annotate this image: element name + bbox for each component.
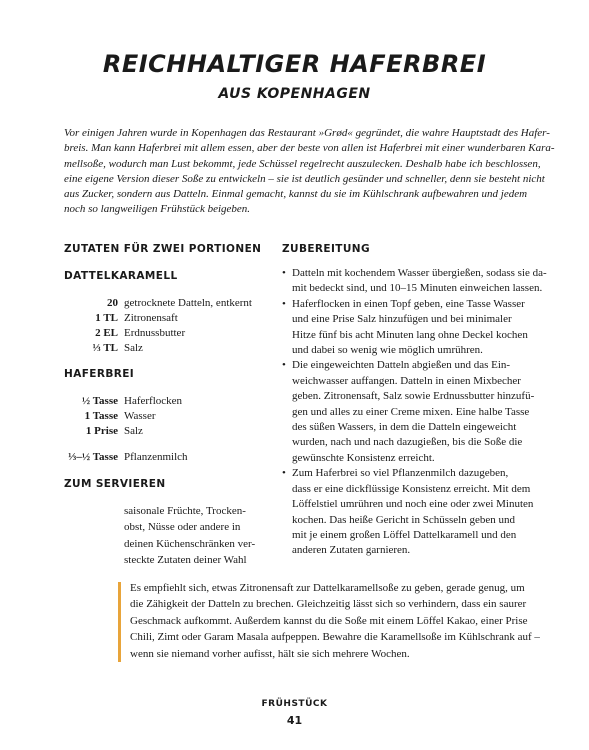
ingredient-amount: ½ Tasse	[81, 395, 118, 407]
serving-suggestion	[124, 503, 274, 569]
intro-line: mellsoße, wodurch man Lust bekommt, jede Schüssel regelrecht auszulecken. Deshalb habe ich beschlossen,	[64, 157, 541, 170]
step-line: dass er eine dickflüssige Konsistenz erreicht. Mit dem	[292, 482, 531, 495]
step-line: und dabei so wenig wie möglich umrühren.	[292, 344, 483, 357]
tip-paragraph	[130, 580, 550, 662]
preparation-step	[282, 297, 552, 359]
ingredient-row	[64, 326, 294, 340]
ingredient-name: Salz	[124, 342, 143, 354]
serving-line: deinen Küchenschränken ver-	[124, 537, 256, 550]
tip-line: wenn sie niemand vorher aufisst, hält sie sich mehrere Wochen.	[130, 647, 410, 660]
ingredient-amount: 1 Prise	[85, 425, 118, 437]
haferbrei-heading: HAFERBREI	[64, 368, 135, 380]
preparation-step	[282, 266, 552, 297]
step-line: wurden, nach und nach dazugießen, bis die Soße die	[292, 436, 523, 449]
step-line: Zum Haferbrei so viel Pflanzenmilch dazugeben,	[292, 467, 509, 480]
step-line: und eine Prise Salz hinzufügen und bei minimaler	[292, 313, 512, 326]
ingredient-row	[64, 394, 294, 408]
ingredient-amount: 1 TL	[95, 312, 118, 324]
step-line: kochen. Das heiße Gericht in Schüsseln geben und	[292, 513, 515, 526]
servieren-heading: ZUM SERVIEREN	[64, 478, 166, 490]
ingredient-name: Salz	[124, 425, 143, 437]
ingredient-amount: ⅓–½ Tasse	[68, 451, 118, 463]
serving-line: steckte Zutaten deiner Wahl	[124, 554, 247, 567]
ingredient-row	[64, 341, 294, 355]
serving-line: obst, Nüsse oder andere in	[124, 521, 241, 534]
ingredient-name: Pflanzenmilch	[124, 451, 188, 463]
ingredient-name: getrocknete Datteln, entkernt	[124, 297, 252, 309]
step-line: gen und alles zu einer Creme mixen. Eine halbe Tasse	[292, 405, 530, 418]
ingredients-heading: ZUTATEN FÜR ZWEI PORTIONEN	[64, 243, 262, 255]
bullet-icon: •	[282, 467, 286, 480]
step-line: anderen Zutaten garnieren.	[292, 544, 411, 557]
dattelkaramell-heading: DATTELKARAMELL	[64, 270, 178, 282]
intro-line: eine eigene Version dieser Soße zu entwickeln – sie ist deutlich gesünder und schneller, denn sie besteht nicht	[64, 172, 545, 185]
ingredient-name: Haferflocken	[124, 395, 183, 407]
step-line: des süßen Wassers, in dem die Datteln eingeweicht	[292, 421, 517, 434]
step-line: Datteln mit kochendem Wasser übergießen, sodass sie da-	[292, 267, 547, 279]
step-line: Hitze fünf bis acht Minuten lang ohne Deckel kochen	[292, 328, 528, 341]
ingredient-amount: 20	[107, 297, 118, 309]
step-line: gewünschte Konsistenz erreicht.	[292, 451, 435, 464]
recipe-subtitle: AUS KOPENHAGEN	[218, 86, 371, 102]
step-line: mit je einem großen Löffel Dattelkaramell und den	[292, 528, 517, 541]
step-line: mit bedeckt sind, und 10–15 Minuten einweichen lassen.	[292, 282, 543, 295]
intro-paragraph	[64, 126, 555, 218]
preparation-steps	[282, 266, 552, 559]
preparation-heading: ZUBEREITUNG	[282, 243, 370, 255]
tip-line: die Zähigkeit der Datteln zu brechen. Gleichzeitig lässt sich so verhindern, dass ein saurer	[130, 598, 527, 611]
intro-line: aus Zucker, sondern aus Datteln. Einmal gemacht, kannst du sie im Kühlschrank aufbewahren und jedem	[64, 188, 528, 201]
ingredient-name: Erdnussbutter	[124, 327, 186, 339]
serving-line: saisonale Früchte, Trocken-	[124, 505, 246, 517]
step-line: weichwasser auffangen. Datteln in einen Mixbecher	[292, 374, 521, 387]
tip-line: Chili, Zimt oder Garam Masala aufpeppen. Bewahre die Karamellsoße im Kühlschrank auf –	[130, 631, 540, 644]
ingredient-amount: 2 EL	[95, 327, 118, 339]
ingredient-name: Wasser	[124, 410, 156, 422]
tip-line: Es empfiehlt sich, etwas Zitronensaft zur Dattelkaramellsoße zu geben, gerade genug, um	[130, 582, 525, 594]
ingredient-row	[64, 311, 294, 325]
step-line: Die eingeweichten Datteln abgießen und das Ein-	[292, 359, 511, 372]
tip-accent-bar	[118, 582, 121, 662]
recipe-title: REICHHALTIGER HAFERBREI	[102, 50, 487, 78]
ingredient-amount: 1 Tasse	[84, 410, 118, 422]
intro-line: Vor einigen Jahren wurde in Kopenhagen das Restaurant »Grød« gegründet, die wahre Hauptstadt des Hafer-	[64, 127, 550, 139]
ingredient-row	[64, 450, 294, 464]
ingredient-row	[64, 424, 294, 438]
step-line: Haferflocken in einen Topf geben, eine Tasse Wasser	[292, 297, 525, 310]
ingredient-name: Zitronensaft	[124, 312, 178, 324]
ingredient-amount: ⅓ TL	[92, 342, 118, 354]
page-number: 41	[286, 714, 303, 727]
bullet-icon: •	[282, 297, 286, 310]
step-line: Löffelstiel umrühren und noch eine oder zwei Minuten	[292, 498, 534, 511]
preparation-step	[282, 466, 552, 558]
ingredient-row	[64, 296, 294, 310]
bullet-icon: •	[282, 359, 286, 372]
step-line: geben. Zitronensaft, Salz sowie Erdnussbutter hinzufü-	[292, 390, 535, 403]
preparation-step	[282, 358, 552, 466]
intro-line: noch so langweiligen Frühstück beigeben.	[64, 203, 251, 216]
bullet-icon: •	[282, 267, 286, 279]
ingredient-row	[64, 409, 294, 423]
section-label: FRÜHSTÜCK	[261, 699, 328, 709]
tip-line: Geschmack aufkommt. Außerdem kannst du die Soße mit einem Löffel Kakao, einer Prise	[130, 614, 528, 627]
intro-line: breis. Man kann Haferbrei mit allem essen, aber der beste von allen ist Haferbrei mit einer wunderbaren Kara-	[64, 142, 555, 155]
